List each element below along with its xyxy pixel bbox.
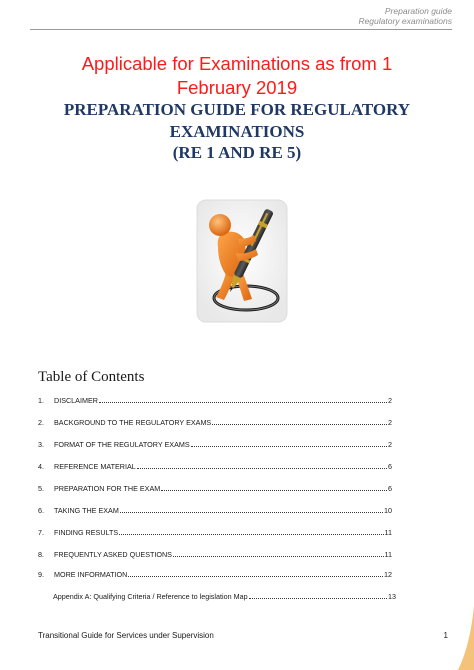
toc-entry-title: MORE INFORMATION (54, 570, 128, 579)
running-header-title: Preparation guide (384, 6, 452, 16)
toc-dot-leader (137, 468, 387, 469)
toc-dot-leader (249, 598, 387, 599)
page-curl-decoration (458, 606, 474, 670)
toc-entry-number: 2. (38, 418, 44, 427)
toc-entry-title: REFERENCE MATERIAL (54, 462, 136, 471)
toc-entry-title: BACKGROUND TO THE REGULATORY EXAMS (54, 418, 212, 427)
toc-entry[interactable] (38, 440, 392, 449)
toc-entry[interactable] (38, 550, 392, 559)
toc-entry[interactable] (38, 570, 392, 579)
toc-entry-page: 10 (384, 506, 392, 515)
running-header (358, 6, 452, 26)
toc-heading: Table of Contents (38, 369, 145, 385)
toc-dot-leader (120, 512, 383, 513)
document-title-line-1: PREPARATION GUIDE FOR REGULATORY (63, 100, 411, 119)
toc-entry-number: 5. (38, 484, 44, 493)
applicability-notice (30, 52, 444, 100)
document-title (30, 99, 444, 164)
toc-entry-page: 6 (388, 484, 392, 493)
toc-entry-number: 8. (38, 550, 44, 559)
toc-entry-title: Appendix A: Qualifying Criteria / Reference to legislation Map (53, 592, 248, 601)
toc-entry-number: 4. (38, 462, 44, 471)
toc-dot-leader (191, 446, 387, 447)
toc-entry-title: FORMAT OF THE REGULATORY EXAMS (54, 440, 190, 449)
toc-entry-page: 13 (388, 592, 396, 601)
toc-dot-leader (128, 576, 383, 577)
toc-entry-title: FREQUENTLY ASKED QUESTIONS (54, 550, 172, 559)
toc-entry[interactable] (53, 592, 396, 601)
toc-entry-title: DISCLAIMER (54, 396, 98, 405)
applicability-line-1: Applicable for Examinations as from 1 (81, 53, 393, 74)
toc-entry-page: 2 (388, 440, 392, 449)
footer-page-number: 1 (443, 631, 448, 640)
toc-entry[interactable] (38, 418, 392, 427)
toc-entry-page: 11 (384, 528, 392, 537)
toc-entry-number: 3. (38, 440, 44, 449)
toc-dot-leader (212, 424, 387, 425)
toc-entry-number: 7. (38, 528, 44, 537)
toc-entry-page: 2 (388, 418, 392, 427)
toc-entry-number: 1. (38, 396, 44, 405)
toc-entry-page: 12 (384, 570, 392, 579)
toc-dot-leader (161, 490, 387, 491)
toc-entry[interactable] (38, 462, 392, 471)
toc-dot-leader (99, 402, 387, 403)
toc-dot-leader (119, 534, 383, 535)
toc-entry[interactable] (38, 396, 392, 405)
applicability-line-2: February 2019 (176, 77, 298, 98)
header-divider (30, 29, 452, 30)
toc-entry-page: 6 (388, 462, 392, 471)
toc-entry-title: PREPARATION FOR THE EXAM (54, 484, 161, 493)
document-title-line-3: (RE 1 AND RE 5) (172, 143, 302, 162)
toc-entry[interactable] (38, 506, 392, 515)
toc-entry-page: 2 (388, 396, 392, 405)
toc-entry-title: TAKING THE EXAM (54, 506, 119, 515)
toc-dot-leader (173, 556, 384, 557)
footer-title: Transitional Guide for Services under Supervision (38, 631, 214, 640)
toc-entry[interactable] (38, 528, 392, 537)
toc-entry-page: 11 (384, 550, 392, 559)
toc-entry-number: 9. (38, 570, 44, 579)
toc-entry-number: 6. (38, 506, 44, 515)
toc-entry[interactable] (38, 484, 392, 493)
running-header-subtitle: Regulatory examinations (358, 16, 452, 26)
document-title-line-2: EXAMINATIONS (169, 121, 305, 141)
toc-entry-title: FINDING RESULTS (54, 528, 119, 537)
figure-with-pen-icon (196, 199, 288, 323)
